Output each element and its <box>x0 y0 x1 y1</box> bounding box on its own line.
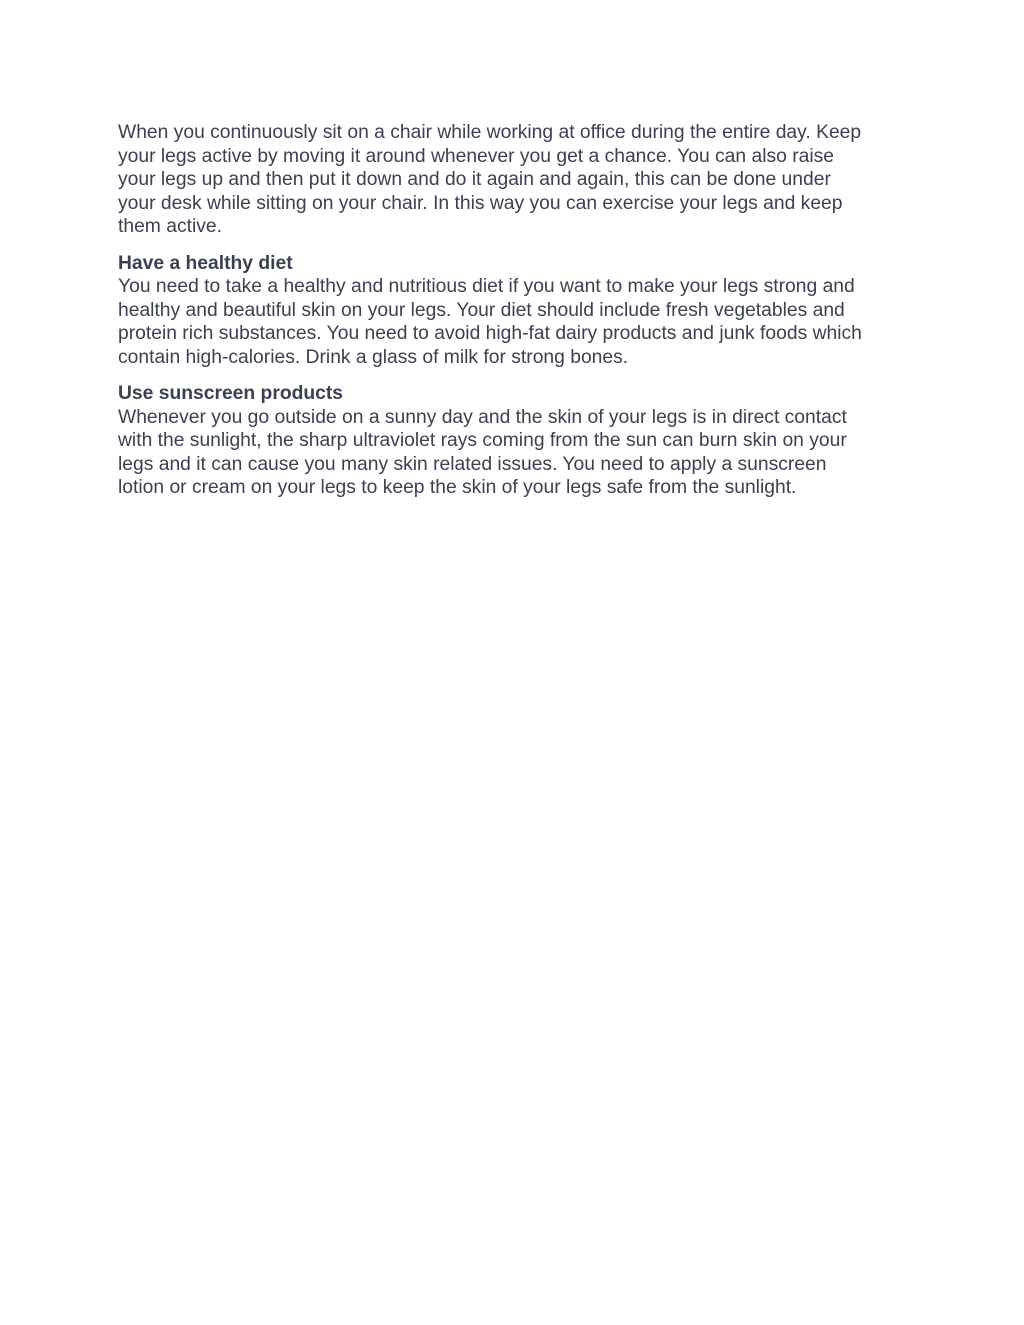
paragraph-line: When you continuously sit on a chair while working at office during the entire day. Keep <box>118 122 862 143</box>
section-healthy-diet <box>118 252 908 370</box>
section-paragraph <box>118 406 908 500</box>
paragraph-line: your legs active by moving it around whenever you get a chance. You can also raise <box>118 145 834 167</box>
paragraph-line: protein rich substances. You need to avoid high-fat dairy products and junk foods which <box>118 323 862 344</box>
document-page <box>118 121 908 500</box>
paragraph-line: legs and it can cause you many skin related issues. You need to apply a sunscreen <box>118 453 827 475</box>
intro-paragraph <box>118 121 908 239</box>
paragraph-line: lotion or cream on your legs to keep the skin of your legs safe from the sunlight. <box>118 477 797 498</box>
section-heading: Have a healthy diet <box>118 252 293 274</box>
paragraph-line: your legs up and then put it down and do it again and again, this can be done under <box>118 169 831 190</box>
paragraph-line: contain high-calories. Drink a glass of milk for strong bones. <box>118 346 629 368</box>
section-paragraph <box>118 275 908 369</box>
paragraph-line: your desk while sitting on your chair. In this way you can exercise your legs and keep <box>118 192 843 214</box>
paragraph-line: Whenever you go outside on a sunny day and the skin of your legs is in direct contact <box>118 406 847 428</box>
section-sunscreen <box>118 382 908 500</box>
paragraph-line: healthy and beautiful skin on your legs. Your diet should include fresh vegetables and <box>118 299 845 321</box>
paragraph-line: You need to take a healthy and nutritious diet if you want to make your legs strong and <box>118 276 855 297</box>
paragraph-line: with the sunlight, the sharp ultraviolet rays coming from the sun can burn skin on your <box>118 430 847 451</box>
section-heading: Use sunscreen products <box>118 383 344 404</box>
paragraph-line: them active. <box>118 216 222 237</box>
